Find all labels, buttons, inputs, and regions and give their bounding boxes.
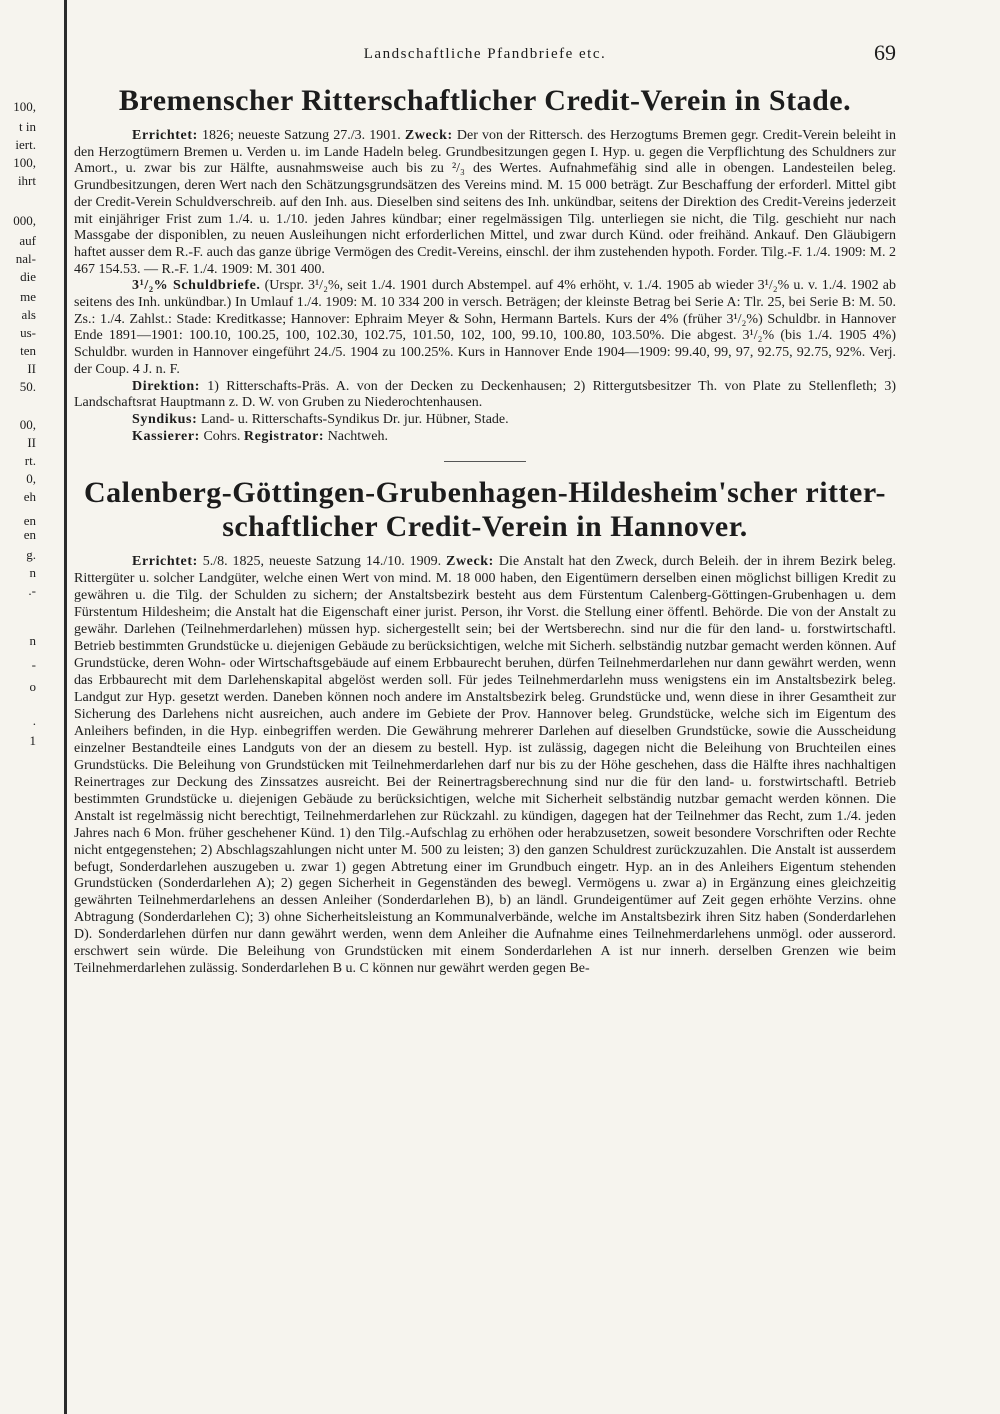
margin-fragment: o xyxy=(29,679,36,694)
margin-fragment: II xyxy=(27,435,36,450)
margin-fragment: iert. xyxy=(15,137,36,152)
label-direktion: Direktion: xyxy=(132,378,200,394)
margin-fragment: me xyxy=(20,289,36,304)
left-margin-fragments xyxy=(0,0,58,1414)
label-kassierer: Kassierer: xyxy=(132,428,200,444)
margin-fragment: rt. xyxy=(24,453,36,468)
label-errichtet-2: Errichtet: xyxy=(132,554,198,570)
margin-fragment: 0, xyxy=(26,471,36,486)
page-body xyxy=(74,40,896,978)
label-syndikus: Syndikus: xyxy=(132,411,198,427)
paragraph-errichtet-zweck xyxy=(74,128,896,278)
paragraph-direktion xyxy=(74,379,896,412)
margin-fragment: die xyxy=(20,269,36,284)
margin-fragment: . xyxy=(32,713,36,728)
margin-fragment: us- xyxy=(20,325,36,340)
page-number: 69 xyxy=(874,40,896,65)
margin-fragment: n xyxy=(29,565,36,580)
section-title-calenberg-line2: schaftlicher Credit-Verein in Hannover. xyxy=(222,510,748,544)
margin-fragment: - xyxy=(31,657,36,672)
text-zweck: Der von der Rittersch. des Herzogtums Bremen gegr. Credit-Verein beleiht in den Herzogtümern Bremen u. Verden u. im Lande Hadeln beleg. Grundbesitzungen gegen I. Hyp. u. gegen die Verpflichtung des Schuldners zur Amort., u. zwar bis zur Hälfte, ausnahmsweise auch bis zu ²/₃ des Wertes. Aufnahmefähig sind alle in obengen. Landesteilen beleg. Grundbesitzungen, deren Wert nach den Schätzungsgrundsätzen des Vereins mind. M. 15 000 beträgt. Zur Beschaffung der erforderl. Mittel gibt der Credit-Verein Schuldverschreib. auf den Inh. aus. Dieselben sind seitens des Inh. unkündbar, seitens der Direktion des Credit-Vereins jederzeit mit einjähriger Frist zum 1./4. u. 1./10. jeden Jahres kündbar; einer regelmässigen Tilg. unterliegen sie nicht, die Tilg. geschieht nur nach Massgabe der disponiblen, zu neuen Ausleihungen nicht erforderlichen Mittel, und zwar durch Künd. oder freihänd. Ankauf. Den Gläubigern haftet ausser dem R.-F. auch das ganze übrige Vermögen des Credit-Vereins, einschl. der ihm zustehenden hypoth. Forder. Tilg.-F. 1./4. 1909: M. 2 467 154.53. — R.-F. 1./4. 1909: M. 301 400. xyxy=(74,128,896,277)
text-zweck-2: Die Anstalt hat den Zweck, durch Beleih. der in ihrem Bezirk beleg. Rittergüter u. solcher Landgüter, welche einen Wert von mind. M. 18 000 haben, den Eigentümern derselben einen möglichst billigen Kredit zu gewähren u. die Tilg. der Schulden zu sichern; der Anstaltsbezirk besteht aus dem Fürstentum Calenberg-Göttingen-Grubenhagen u. dem Fürstentum Hildesheim; die Anstalt hat die Eigenschaft einer jurist. Person, ihr Vorst. die Stellung einer öffentl. Behörde. Die von der Anstalt zu gewähr. Darlehen (Teilnehmerdarlehen) müssen hyp. sichergestellt sein; bei der Wertsberechn. sind nur die für den land- u. forstwirtschaftl. Betrieb bestimmten Grundstücke u. diejenigen Gebäude zu berücksichtigen, welche mit Sicherh. selbständig nutzbar gemacht werden können. Auf Grundstücke, deren Wohn- oder Wirtschaftsgebäude auf einem Erbbaurecht beruhen, dürfen Teilnehmerdarlehen nur dann gewährt werden, wenn das Erbbaurecht mit dem Darlehenskapital abgelöst werden soll. Für jedes Teilnehmerdarlehn muss wenigstens ein im Anstaltsbezirk beleg. Landgut zur Hyp. gesetzt werden. Daneben können noch andere im Anstaltsbezirk beleg. Grundstücke und, wenn diese in ihrer Gesamtheit zur Sicherung des Darlehens nicht ausreichen, auch andere im Gebiete der Prov. Hannover beleg. Grundstücke, welche sich im Eigentum des Anleihers befinden, in die Hyp. einbegriffen werden. Die Gewährung mehrerer Darlehen auf dieselben Grundstücke, sowie die Ausscheidung einzelner Bestandteile eines Landguts von der an diesem zu bestell. Hyp. ist zulässig, dagegen nicht die Beleihung von Bruchteilen eines Grundstücks. Die Beleihung von Grundstücken mit Teilnehmerdarlehen darf nur bis zu der Höhe geschehen, dass die Hälfte ihres nachhaltigen Reinertrages zur Deckung des Zinssatzes ausreicht. Bei der Reinertragsberechnung sind nur die für den land- u. forstwirtschaftl. Betrieb bestimmten Grundstücke u. diejenigen Gebäude zu berücksichtigen, welche mit Sicherheit selbständig nutzbar gemacht werden können. Die Anstalt ist regelmässig nicht berechtigt, Teilnehmerdarlehen zur Rückzahl. zu kündigen, dagegen hat der Teilnehmer das Recht, zum 1./4. jeden Jahres nach 6 Mon. früher geschehener Künd. 1) den Tilg.-Aufschlag zu erhöhen oder herabzusetzen, soweit besondere Vorschriften oder Rechte nicht entgegenstehen; 2) Abschlagszahlungen nicht unter M. 500 zu leisten; 3) den ganzen Schuldrest zurückzuzahlen. Die Anstalt ist ausserdem befugt, Sonderdarlehen auszugeben u. zwar 1) gegen Abtretung einer im Grundbuch eingetr. Hyp. an in des Anleihers Eigentum stehenden Grundstücken (Sonderdarlehen A); 2) gegen Sicherheit in Gegenständen des bewegl. Vermögens u. zwar a) in Ergänzung eines gleichzeitig gewährten Teilnehmerdarlehens an dessen Anleiher (Sonderdarlehen B), b) an ländl. Grundeigentümer auf Zeit gegen erhöhte Verzins. ohne Abtragung (Sonderdarlehen C); 3) ohne Sicherheitsleistung an Kommunalverbände, welche im Anstaltsbezirk ihren Sitz haben (Sonderdarlehen D). Sonderdarlehen dürfen nur dann gewährt werden, wenn dem Anleiher die Aufnahme eines Teilnehmerdarlehens unmögl. oder ausserord. erschwert sein würde. Die Beleihung von Grundstücken mit einem Sonderdarlehen A ist nur innerh. derselben Grenzen wie beim Teilnehmerdarlehen zulässig. Sonderdarlehen B u. C können nur gewährt werden gegen Be- xyxy=(74,554,896,977)
section-title-bremen: Bremenscher Ritterschaftlicher Credit-Verein in Stade. xyxy=(118,84,852,117)
margin-fragment: auf xyxy=(19,233,36,248)
text-direktion: 1) Ritterschafts-Präs. A. von der Decken zu Deckenhausen; 2) Rittergutsbesitzer Th. von Plate zu Stellenfleth; 3) Landschaftsrat Hauptmann z. D. W. von Gruben zu Niederochtenhausen. xyxy=(74,378,896,411)
section-calenberg-body xyxy=(74,554,896,978)
running-head-title: Landschaftliche Pfandbriefe etc. xyxy=(363,46,607,62)
label-zweck-2: Zweck: xyxy=(446,554,494,570)
margin-fragment: .- xyxy=(28,583,36,598)
text-kassierer: Cohrs. xyxy=(199,428,244,444)
section-separator xyxy=(444,461,526,462)
margin-fragment: en xyxy=(23,527,36,542)
paragraph-schuldbriefe xyxy=(74,278,896,378)
margin-fragment: 100, xyxy=(13,155,36,170)
text-registrator: Nachtweh. xyxy=(324,428,388,444)
margin-fragment: 100, xyxy=(13,99,36,114)
paragraph-kassierer xyxy=(74,429,896,446)
label-zweck: Zweck: xyxy=(404,128,453,143)
margin-fragment: en xyxy=(23,513,36,528)
text-syndikus: Land- u. Ritterschafts-Syndikus Dr. jur. Hübner, Stade. xyxy=(197,411,509,427)
text-errichtet-2: 5./8. 1825, neueste Satzung 14./10. 1909. xyxy=(197,554,447,570)
margin-fragment: II xyxy=(27,361,36,376)
section-title-calenberg-line1: Calenberg-Göttingen-Grubenhagen-Hildesheim'scher ritter- xyxy=(83,476,887,510)
margin-fragment: als xyxy=(21,307,36,322)
margin-fragment: 000, xyxy=(13,213,36,228)
label-errichtet: Errichtet: xyxy=(132,128,198,143)
gutter-rule xyxy=(64,0,67,1414)
margin-fragment: eh xyxy=(23,489,36,504)
margin-fragment: g. xyxy=(26,547,36,562)
label-registrator: Registrator: xyxy=(243,428,325,444)
paragraph-calenberg xyxy=(74,554,896,978)
margin-fragment: 00, xyxy=(19,417,36,432)
margin-fragment: 50. xyxy=(19,379,36,394)
text-errichtet: 1826; neueste Satzung 27./3. 1901. xyxy=(197,128,405,143)
paragraph-syndikus xyxy=(74,412,896,429)
section-bremen-body xyxy=(74,128,896,445)
margin-fragment: t in xyxy=(19,119,36,134)
running-head xyxy=(74,40,896,70)
margin-fragment: ihrt xyxy=(17,173,36,188)
margin-fragment: ten xyxy=(20,343,36,358)
section-title-calenberg xyxy=(74,476,896,544)
text-schuldbriefe: (Urspr. 3¹/₂%, seit 1./4. 1901 durch Abstempel. auf 4% erhöht, v. 1./4. 1905 ab wieder 3¹/₂% u. v. 1./4. 1902 ab seitens des Inh. unkündbar.) In Umlauf 1./4. 1909: M. 10 334 200 in versch. Beträgen; der kleinste Betrag bei Serie A: Tlr. 25, bei Serie B: M. 50. Zs.: 1./4. Zahlst.: Stade: Kreditkasse; Hannover: Ephraim Meyer & Sohn, Hermann Bartels. Kurs der 4% (früher 3¹/₂%) Schuldbr. in Hannover Ende 1891—1901: 100.10, 100.25, 100, 102.30, 102.75, 101.50, 102, 100, 99.10, 100.80, 103.50%. Die abgest. 3¹/₂% (bis 1./4. 1905 4%) Schuldbr. wurden in Hannover eingeführt 24./5. 1904 zu 100.25%. Kurs in Hannover Ende 1904—1909: 99.40, 99, 97, 92.75, 92.75, 92%. Verj. der Coup. 4 J. n. F. xyxy=(74,278,896,377)
margin-fragment: nal- xyxy=(15,251,36,266)
margin-fragment: n xyxy=(29,633,36,648)
label-schuldbriefe: 3¹/₂% Schuldbriefe. xyxy=(132,278,261,294)
margin-fragment: 1 xyxy=(29,733,36,748)
